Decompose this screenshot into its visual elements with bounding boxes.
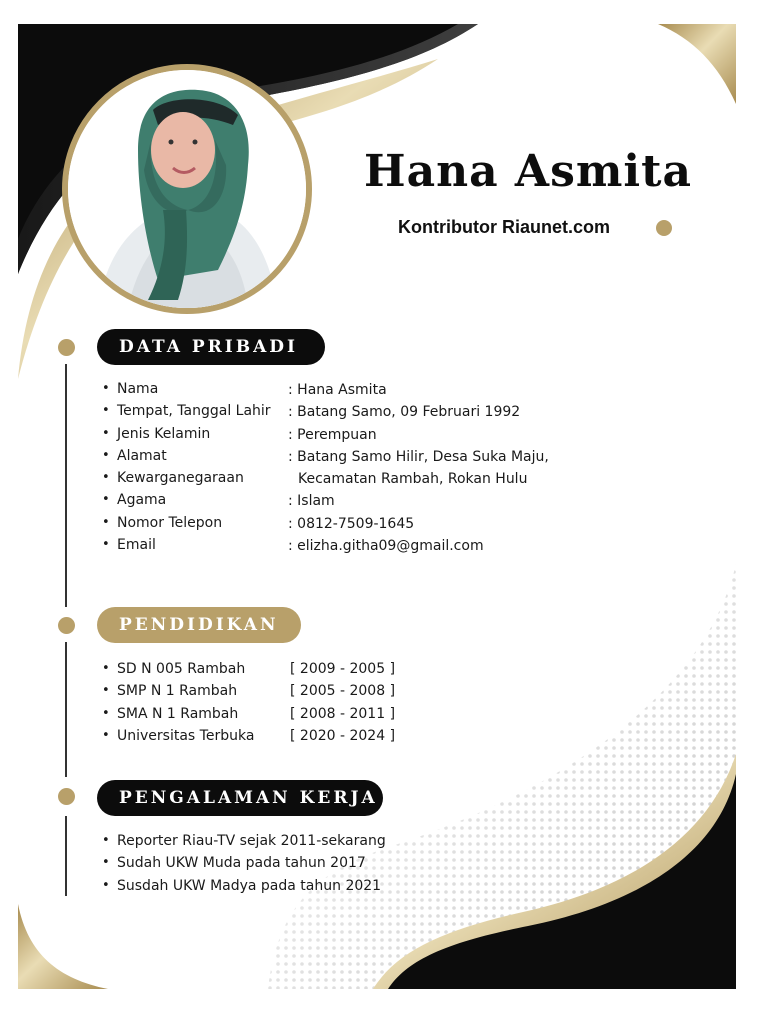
timeline-dot — [58, 617, 75, 634]
job-title: Kontributor Riaunet.com — [398, 217, 610, 237]
timeline-line — [65, 816, 67, 896]
value-telepon: : 0812-7509-1645 — [288, 515, 415, 532]
experience-item: • Reporter Riau-TV sejak 2011-sekarang — [102, 830, 386, 852]
education-year: [ 2008 - 2011 ] — [290, 705, 396, 722]
person-name: Hana Asmita — [364, 146, 692, 197]
label-nama: • Nama — [102, 378, 271, 400]
section-title-pengalaman-kerja: PENGALAMAN KERJA — [97, 780, 383, 816]
experience-item: • Susdah UKW Madya pada tahun 2021 — [102, 875, 386, 897]
value-alamat: : Batang Samo Hilir, Desa Suka Maju, — [288, 448, 549, 465]
education-school: • SMP N 1 Rambah — [102, 680, 254, 702]
label-alamat: • Alamat — [102, 445, 271, 467]
value-alamat-line2: Kecamatan Rambah, Rokan Hulu — [298, 471, 528, 488]
value-agama: : Islam — [288, 493, 335, 510]
timeline-dot — [58, 339, 75, 356]
bottom-left-gold-corner — [18, 904, 108, 989]
label-telepon: • Nomor Telepon — [102, 512, 271, 534]
top-right-gold-corner — [658, 24, 736, 104]
section-title-data-pribadi: DATA PRIBADI — [97, 329, 325, 365]
education-years — [290, 658, 395, 747]
label-jenis-kelamin: • Jenis Kelamin — [102, 423, 271, 445]
person-illustration — [68, 70, 306, 308]
experience-item: • Sudah UKW Muda pada tahun 2017 — [102, 852, 386, 874]
experience-list — [102, 830, 386, 897]
label-kewarganegaraan: • Kewarganegaraan — [102, 467, 271, 489]
personal-data-labels — [102, 378, 271, 556]
timeline-line — [65, 642, 67, 777]
profile-photo — [62, 64, 312, 314]
education-school: • Universitas Terbuka — [102, 725, 254, 747]
value-nama: : Hana Asmita — [288, 382, 387, 398]
value-jenis-kelamin: : Perempuan — [288, 426, 377, 443]
label-ttl: • Tempat, Tanggal Lahir — [102, 400, 271, 422]
education-school: • SD N 005 Rambah — [102, 658, 254, 680]
value-ttl: : Batang Samo, 09 Februari 1992 — [288, 404, 521, 421]
education-year: [ 2009 - 2005 ] — [290, 661, 396, 677]
accent-dot — [656, 220, 672, 236]
education-list — [102, 658, 254, 747]
education-year: [ 2005 - 2008 ] — [290, 683, 396, 700]
section-title-pendidikan: PENDIDIKAN — [97, 607, 301, 643]
cv-page — [18, 24, 736, 989]
label-email: • Email — [102, 534, 271, 556]
timeline-line — [65, 364, 67, 607]
label-agama: • Agama — [102, 489, 271, 511]
education-school: • SMA N 1 Rambah — [102, 703, 254, 725]
timeline-dot — [58, 788, 75, 805]
education-year: [ 2020 - 2024 ] — [290, 727, 396, 744]
personal-data-values — [288, 379, 549, 557]
value-email: : elizha.githa09@gmail.com — [288, 538, 484, 555]
